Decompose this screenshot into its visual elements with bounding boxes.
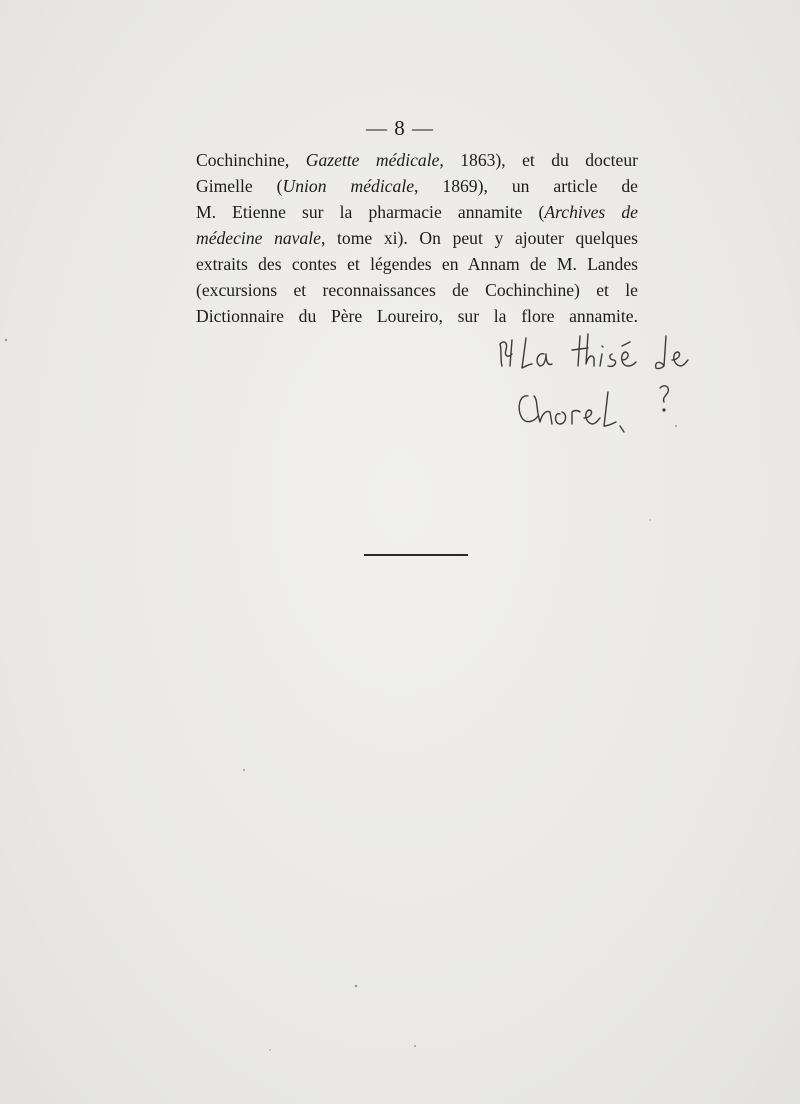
text-segment: M. Etienne sur la pharmacie annamite ( <box>196 202 545 222</box>
italic-text-segment: Archives de <box>544 202 638 222</box>
italic-text-segment: Gazette médicale <box>305 150 440 170</box>
text-segment: , 1869), un article de <box>414 176 638 196</box>
text-segment: Dictionnaire du Père Loureiro, sur la flore annamite. <box>196 306 638 326</box>
text-segment: , 1863), et du docteur <box>439 150 638 170</box>
text-segment: Cochinchine, <box>196 150 306 170</box>
text-segment: Gimelle ( <box>196 176 283 196</box>
page-number: — 8 — <box>366 116 434 140</box>
italic-text-segment: médecine navale <box>196 228 321 248</box>
italic-text-segment: Union médicale <box>282 176 415 196</box>
text-segment: extraits des contes et légendes en Annam de M. Landes <box>196 254 638 274</box>
text-segment: (excursions et reconnaissances de Cochinchine) et le <box>196 280 638 300</box>
text-segment: , tome xi). On peut y ajouter quelques <box>320 228 638 248</box>
